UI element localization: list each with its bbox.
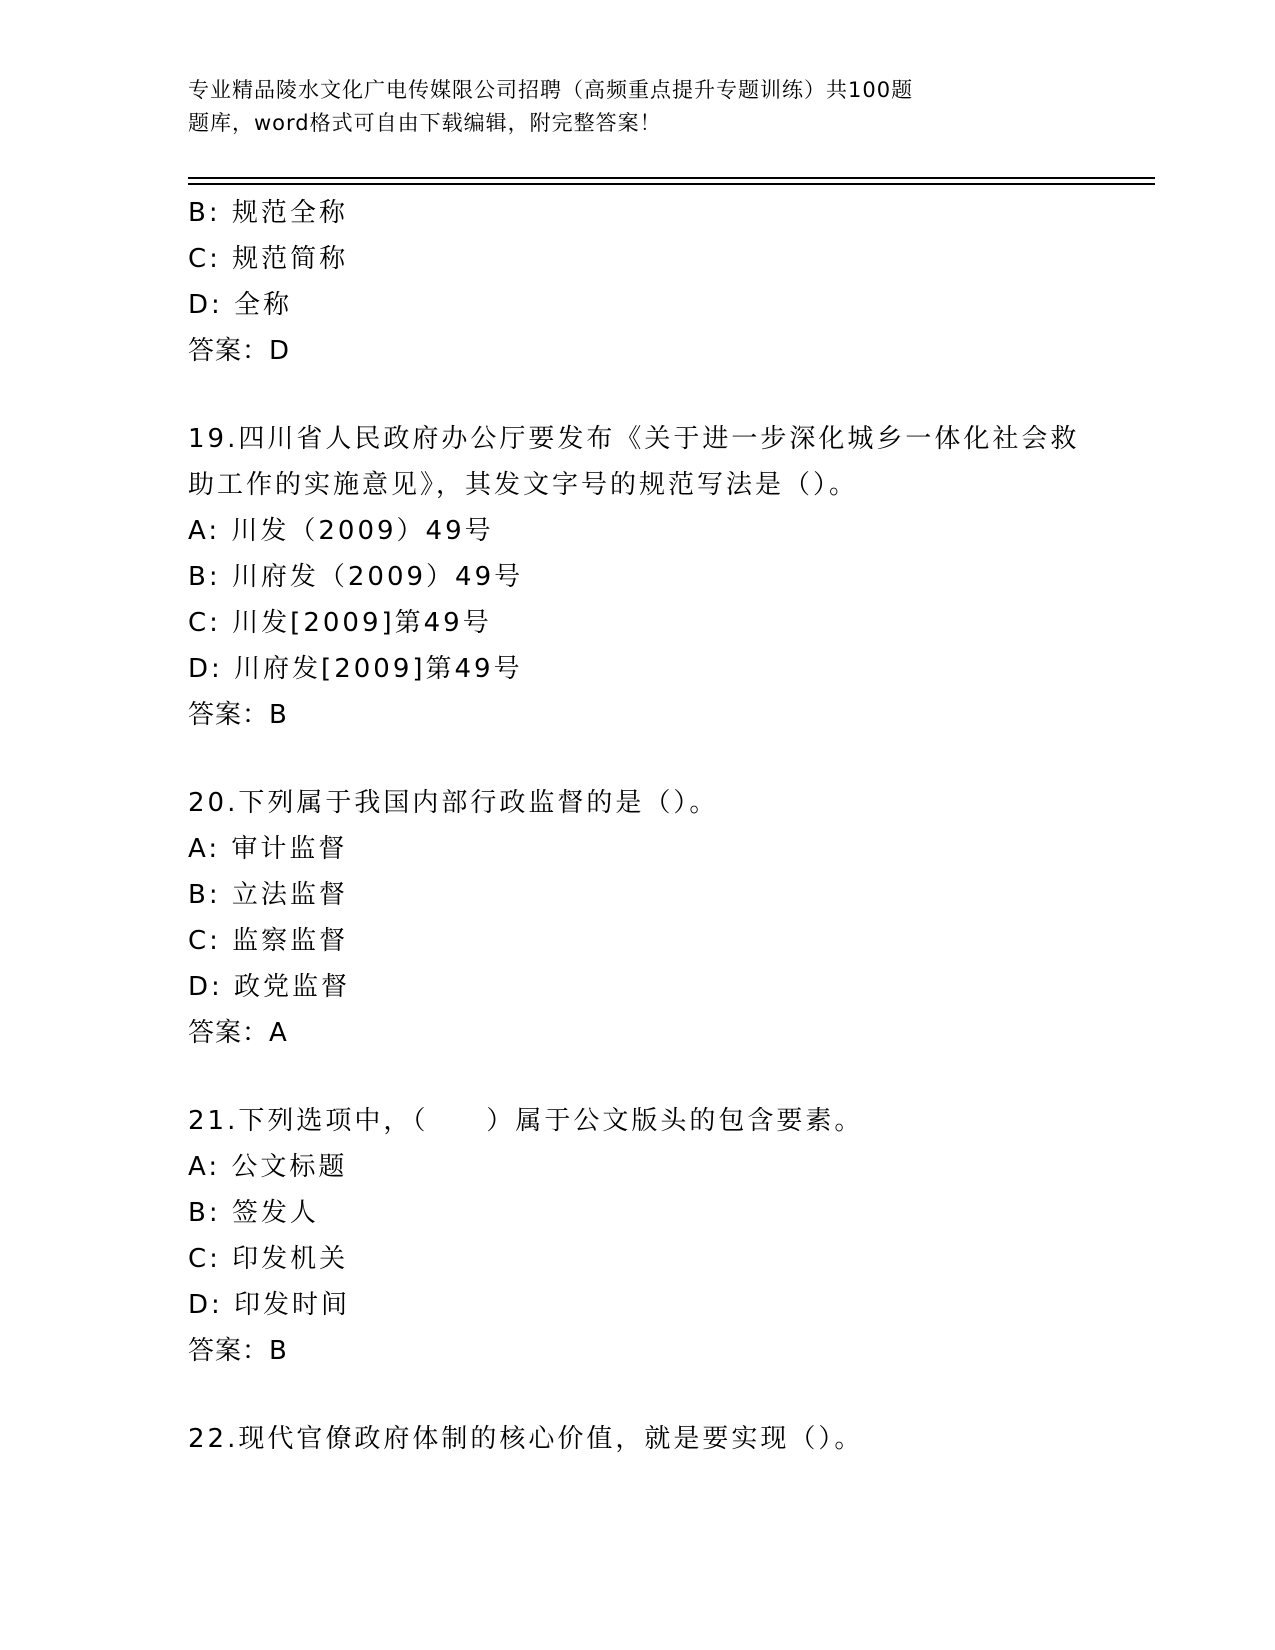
question-stem-line-2: 助工作的实施意见》，其发文字号的规范写法是（）。 bbox=[188, 470, 859, 500]
option-b: B: 川府发（2009）49号 bbox=[188, 562, 524, 592]
header-divider-bottom bbox=[188, 183, 1155, 185]
option-c: C: 川发[2009]第49号 bbox=[188, 608, 492, 638]
spacer bbox=[188, 1374, 1088, 1416]
answer: 答案：A bbox=[188, 1018, 288, 1048]
option-b: B: 签发人 bbox=[188, 1198, 319, 1228]
question-stem: 22.现代官僚政府体制的核心价值，就是要实现（）。 bbox=[188, 1424, 864, 1454]
option-d: D: 政党监督 bbox=[188, 972, 351, 1002]
question-list bbox=[188, 190, 1088, 1462]
option-a: A: 审计监督 bbox=[188, 834, 348, 864]
question-stem: 21.下列选项中，（ ）属于公文版头的包含要素。 bbox=[188, 1106, 864, 1136]
document-header bbox=[188, 74, 1038, 140]
option-a: A: 川发（2009）49号 bbox=[188, 516, 494, 546]
answer: 答案：B bbox=[188, 1336, 288, 1366]
option-c: C: 规范简称 bbox=[188, 244, 349, 274]
question-22 bbox=[188, 1416, 1088, 1462]
spacer bbox=[188, 738, 1088, 780]
option-a: A: 公文标题 bbox=[188, 1152, 348, 1182]
header-title-line-1: 专业精品陵水文化广电传媒限公司招聘（高频重点提升专题训练）共100题 bbox=[188, 78, 914, 102]
question-18 bbox=[188, 190, 1088, 374]
header-divider-top bbox=[188, 177, 1155, 179]
header-title-line-2: 题库，word格式可自由下载编辑，附完整答案！ bbox=[188, 111, 662, 135]
option-c: C: 监察监督 bbox=[188, 926, 349, 956]
spacer bbox=[188, 1056, 1088, 1098]
answer: 答案：B bbox=[188, 700, 288, 730]
spacer bbox=[188, 374, 1088, 416]
option-b: B: 规范全称 bbox=[188, 198, 348, 228]
option-d: D: 川府发[2009]第49号 bbox=[188, 654, 523, 684]
answer: 答案：D bbox=[188, 336, 291, 366]
question-19 bbox=[188, 416, 1088, 738]
option-b: B: 立法监督 bbox=[188, 880, 348, 910]
question-20 bbox=[188, 780, 1088, 1056]
question-stem-line-1: 19.四川省人民政府办公厅要发布《关于进一步深化城乡一体化社会救 bbox=[188, 424, 1080, 454]
question-stem: 20.下列属于我国内部行政监督的是（）。 bbox=[188, 788, 719, 818]
question-21 bbox=[188, 1098, 1088, 1374]
option-d: D: 全称 bbox=[188, 290, 293, 320]
option-c: C: 印发机关 bbox=[188, 1244, 349, 1274]
option-d: D: 印发时间 bbox=[188, 1290, 351, 1320]
